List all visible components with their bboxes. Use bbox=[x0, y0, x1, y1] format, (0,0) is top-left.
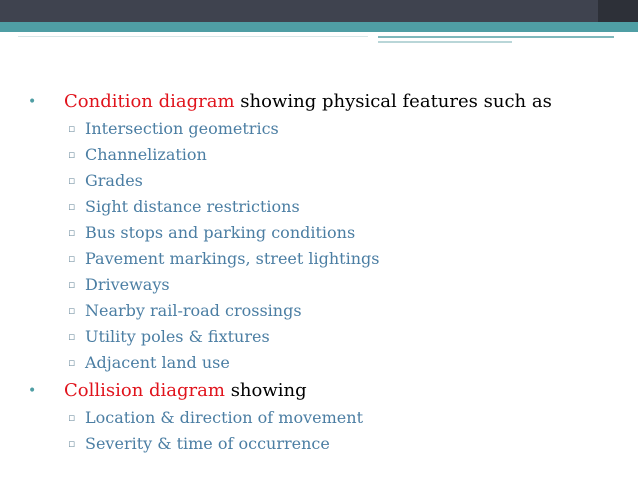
header-accent-block bbox=[598, 0, 638, 22]
list-item-text: Severity & time of occurrence bbox=[85, 434, 330, 453]
header-teal-band bbox=[0, 22, 638, 32]
list-item bbox=[28, 405, 618, 431]
bullet-text: showing physical features such as bbox=[234, 91, 552, 112]
round-bullet-icon: • bbox=[28, 94, 37, 110]
list-item bbox=[28, 168, 618, 194]
small-square-bullet-icon: ▫ bbox=[68, 278, 76, 291]
bullet-highlight: Collision diagram bbox=[64, 380, 225, 401]
header-bar bbox=[0, 0, 638, 22]
list-item bbox=[28, 142, 618, 168]
list-item bbox=[28, 220, 618, 246]
decorative-line bbox=[378, 36, 614, 38]
small-square-bullet-icon: ▫ bbox=[68, 200, 76, 213]
slide-content bbox=[28, 90, 618, 460]
sub-list-collision bbox=[28, 405, 618, 457]
small-square-bullet-icon: ▫ bbox=[68, 174, 76, 187]
sub-list-condition bbox=[28, 116, 618, 376]
small-square-bullet-icon: ▫ bbox=[68, 122, 76, 135]
bullet-highlight: Condition diagram bbox=[64, 91, 235, 112]
list-item-text: Channelization bbox=[85, 145, 207, 164]
small-square-bullet-icon: ▫ bbox=[68, 437, 76, 450]
list-item-text: Bus stops and parking conditions bbox=[85, 223, 356, 242]
small-square-bullet-icon: ▫ bbox=[68, 411, 76, 424]
small-square-bullet-icon: ▫ bbox=[68, 226, 76, 239]
bullet-condition-diagram bbox=[28, 90, 618, 114]
small-square-bullet-icon: ▫ bbox=[68, 304, 76, 317]
list-item bbox=[28, 431, 618, 457]
list-item bbox=[28, 324, 618, 350]
bullet-collision-diagram bbox=[28, 379, 618, 403]
small-square-bullet-icon: ▫ bbox=[68, 330, 76, 343]
list-item-text: Driveways bbox=[85, 275, 170, 294]
small-square-bullet-icon: ▫ bbox=[68, 252, 76, 265]
decorative-line bbox=[378, 41, 512, 43]
list-item-text: Sight distance restrictions bbox=[85, 197, 300, 216]
bullet-text: showing bbox=[224, 380, 307, 401]
list-item-text: Pavement markings, street lightings bbox=[85, 249, 380, 268]
small-square-bullet-icon: ▫ bbox=[68, 356, 76, 369]
list-item bbox=[28, 272, 618, 298]
list-item-text: Grades bbox=[85, 171, 143, 190]
small-square-bullet-icon: ▫ bbox=[68, 148, 76, 161]
list-item bbox=[28, 116, 618, 142]
list-item bbox=[28, 194, 618, 220]
list-item bbox=[28, 246, 618, 272]
list-item-text: Location & direction of movement bbox=[85, 408, 363, 427]
list-item bbox=[28, 298, 618, 324]
list-item-text: Intersection geometrics bbox=[85, 119, 279, 138]
list-item bbox=[28, 350, 618, 376]
round-bullet-icon: • bbox=[28, 383, 37, 399]
list-item-text: Adjacent land use bbox=[85, 353, 230, 372]
list-item-text: Nearby rail-road crossings bbox=[85, 301, 302, 320]
list-item-text: Utility poles & fixtures bbox=[85, 327, 270, 346]
decorative-line bbox=[18, 36, 368, 37]
